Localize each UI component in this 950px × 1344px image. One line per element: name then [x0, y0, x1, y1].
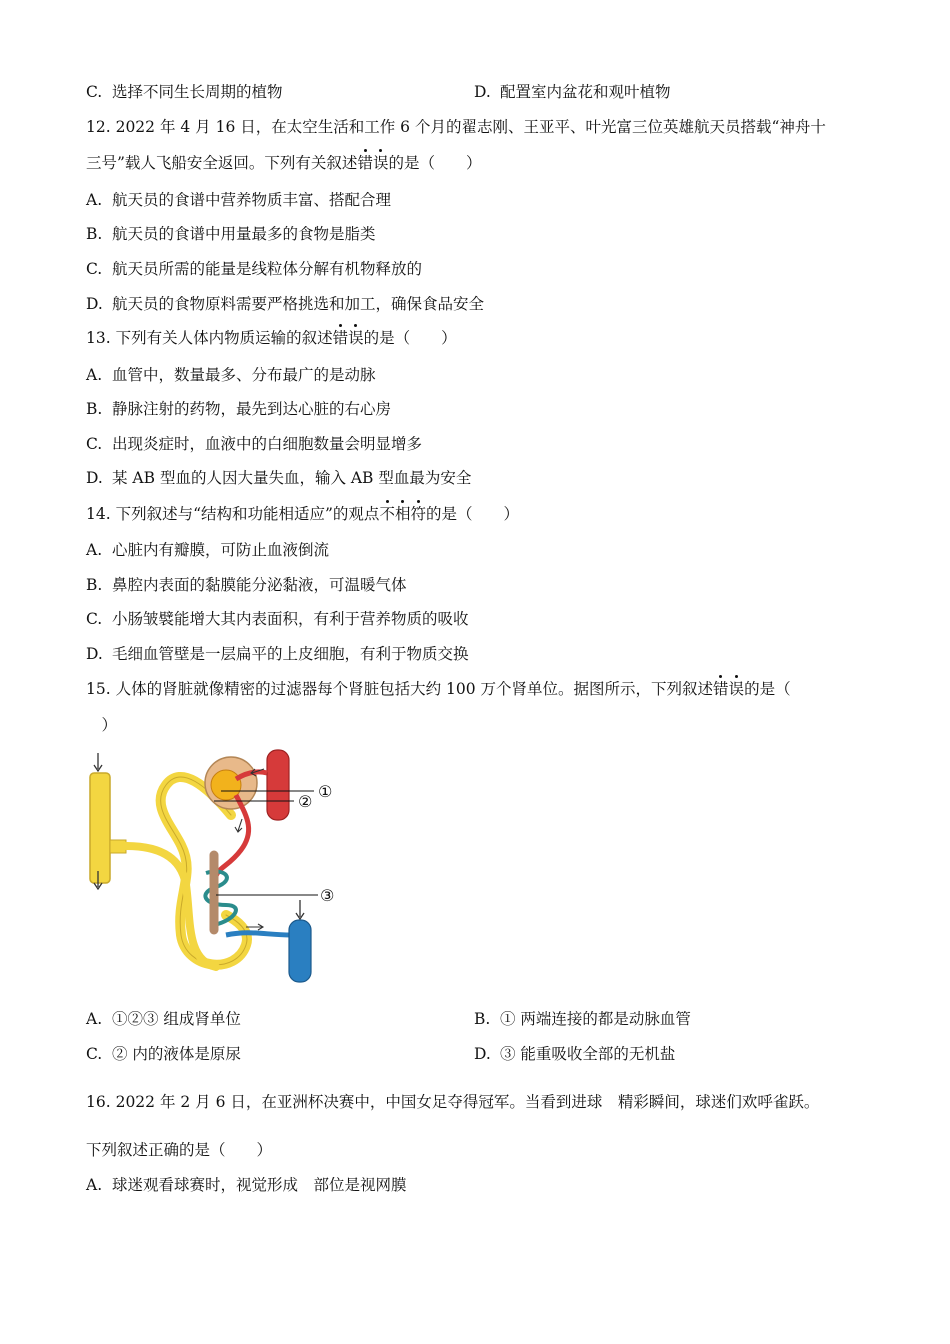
option-letter: D. [86, 295, 103, 313]
option-text: 配置室内盆花和观叶植物 [500, 83, 671, 101]
option-text: 选择不同生长周期的植物 [112, 83, 283, 101]
option-letter: A. [86, 366, 103, 384]
vein-branch [226, 933, 291, 935]
stem-text: 的是（ [744, 680, 791, 698]
option-letter: D. [86, 469, 103, 487]
option-text: 心脏内有瓣膜，可防止血液倒流 [112, 541, 330, 559]
q13-option-b [86, 399, 391, 419]
option-text: ② 内的液体是原尿 [112, 1045, 241, 1063]
q15-option-d [474, 1044, 675, 1064]
option-text: 航天员的食谱中营养物质丰富、搭配合理 [112, 191, 392, 209]
option-letter: A. [86, 1176, 103, 1194]
stem-text: 15. 人体的肾脏就像精密的过滤器每个肾脏包括大约 100 万个肾单位。据图所示，下列叙述 [86, 680, 714, 698]
q14-stem [86, 504, 519, 524]
option-text: 航天员的食物原料需要严格挑选和加工，确保食品安全 [112, 295, 485, 313]
q12-option-a [86, 190, 391, 210]
q12-option-b [86, 224, 376, 244]
q12-option-d [86, 294, 484, 314]
stem-text: 的是（ ） [388, 154, 482, 172]
q13-option-a [86, 365, 376, 385]
option-text: 出现炎症时，血液中的白细胞数量会明显增多 [112, 435, 423, 453]
q13-stem [86, 328, 457, 348]
option-letter: B. [86, 225, 103, 243]
arrow-down-icon [235, 819, 242, 832]
option-letter: C. [86, 83, 103, 101]
q15-stem-line1 [86, 679, 791, 699]
q15-option-c [86, 1044, 241, 1064]
q13-option-c [86, 434, 422, 454]
q14-option-c [86, 609, 469, 629]
label-2: ② [298, 792, 313, 811]
option-letter: C. [86, 1045, 103, 1063]
option-text: 航天员的食谱中用量最多的食物是脂类 [112, 225, 376, 243]
q13-option-d [86, 468, 471, 488]
option-text: ①②③ 组成肾单位 [112, 1010, 241, 1028]
emphasis-char: 错 [357, 154, 373, 172]
emphasis-char: 错 [332, 329, 349, 347]
tubule-to-duct [126, 846, 216, 967]
nephron-figure [86, 745, 351, 985]
option-letter: A. [86, 541, 103, 559]
option-text: 小肠皱襞能增大其内表面积，有利于营养物质的吸收 [112, 610, 469, 628]
option-text: 球迷观看球赛时，视觉形成 部位是视网膜 [112, 1176, 407, 1194]
q12-option-c [86, 259, 422, 279]
option-text: 鼻腔内表面的黏膜能分泌黏液，可温暖气体 [112, 576, 407, 594]
stem-text: 的是（ ） [425, 505, 519, 523]
label-3: ③ [320, 886, 335, 905]
q11-option-d [474, 82, 671, 102]
q15-stem-line2: ） [86, 716, 118, 734]
q12-stem-line2 [86, 153, 481, 173]
stem-text: 三号”载人飞船安全返回。下列有关叙述 [86, 154, 358, 172]
emphasis-char: 误 [728, 680, 745, 698]
q14-option-b [86, 575, 407, 595]
option-text: ③ 能重吸收全部的无机盐 [500, 1045, 676, 1063]
option-text: 静脉注射的药物，最先到达心脏的右心房 [112, 400, 392, 418]
emphasis-char: 误 [372, 154, 389, 172]
q12-stem-line1: 12. 2022 年 4 月 16 日，在太空生活和工作 6 个月的翟志刚、王亚平、叶光富三位英雄航天员搭载“神舟十 [86, 118, 826, 136]
option-letter: B. [474, 1010, 491, 1028]
option-letter: A. [86, 1010, 103, 1028]
option-letter: C. [86, 610, 103, 628]
q11-option-c [86, 82, 283, 102]
emphasis-char: 误 [348, 329, 364, 347]
option-letter: D. [474, 1045, 491, 1063]
option-letter: C. [86, 260, 103, 278]
option-letter: B. [86, 576, 103, 594]
option-letter: A. [86, 191, 103, 209]
q16-option-a [86, 1175, 407, 1195]
vein [289, 920, 311, 982]
option-letter: D. [474, 83, 491, 101]
option-letter: D. [86, 645, 103, 663]
option-letter: B. [86, 400, 103, 418]
option-text: 毛细血管壁是一层扁平的上皮细胞，有利于物质交换 [112, 645, 469, 663]
q16-stem-line2: 下列叙述正确的是（ ） [86, 1141, 273, 1159]
q15-option-b [474, 1009, 691, 1029]
option-text: ① 两端连接的都是动脉血管 [500, 1010, 691, 1028]
emphasis-char: 相 [394, 505, 411, 523]
stem-text: 13. 下列有关人体内物质运输的叙述 [86, 329, 333, 347]
option-text: 航天员所需的能量是线粒体分解有机物释放的 [112, 260, 423, 278]
label-1: ① [318, 782, 333, 801]
option-text: 血管中，数量最多、分布最广的是动脉 [112, 366, 376, 384]
option-letter: C. [86, 435, 103, 453]
option-text: 某 AB 型血的人因大量失血，输入 AB 型血最为安全 [112, 469, 472, 487]
q14-option-d [86, 644, 469, 664]
q15-option-a [86, 1009, 241, 1029]
stem-text: 的是（ ） [363, 329, 457, 347]
artery [267, 750, 289, 820]
collecting-duct [90, 773, 110, 883]
stem-text: 14. 下列叙述与“结构和功能相适应”的观点 [86, 505, 380, 523]
emphasis-char: 符 [410, 505, 426, 523]
q14-option-a [86, 540, 329, 560]
emphasis-char: 不 [379, 505, 395, 523]
q16-stem-line1: 16. 2022 年 2 月 6 日，在亚洲杯决赛中，中国女足夺得冠军。当看到进球 精彩瞬间，球迷们欢呼雀跃。 [86, 1093, 820, 1111]
emphasis-char: 错 [713, 680, 729, 698]
